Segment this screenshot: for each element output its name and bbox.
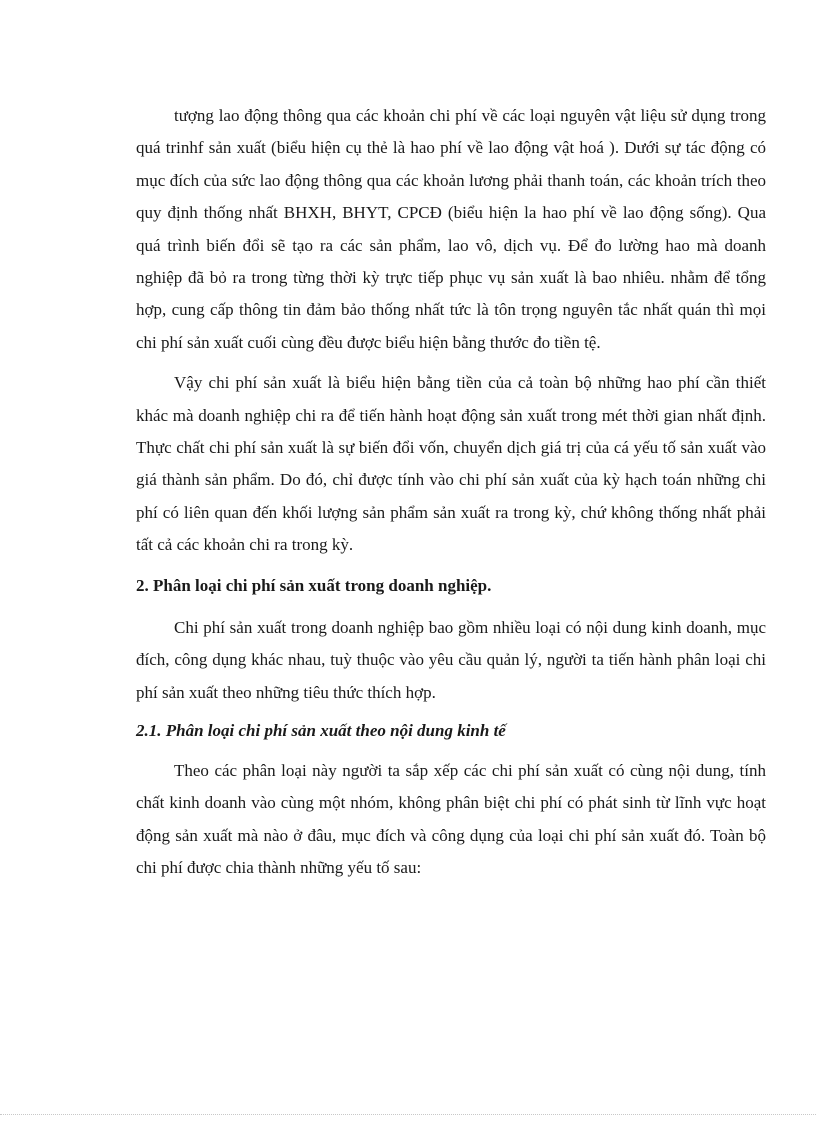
paragraph-classification-intro: Chi phí sản xuất trong doanh nghiệp bao gồm nhiều loại có nội dung kinh doanh, mục đích, công dụng khác nhau, tuỳ thuộc vào yêu cầu quản lý, người ta tiến hành phân loại chi phí sản xuất theo những tiêu thức thích hợp. — [136, 617, 766, 702]
paragraph-economic-content: Theo các phân loại này người ta sắp xếp các chi phí sản xuất có cùng nội dung, tính chất kinh doanh vào cùng một nhóm, không phân biệt chi phí có phát sinh từ lĩnh vực hoạt động sản xuất mà nào ở đâu, mục đích và công dụng của loại chi phí sản xuất đó. Toàn bộ chi phí được chia thành những yếu tố sau: — [136, 760, 766, 878]
section-heading: 2. Phân loại chi phí sản xuất trong doanh nghiệp. — [136, 575, 492, 595]
subsection-heading: 2.1. Phân loại chi phí sản xuất theo nội dung kinh tế — [136, 720, 506, 740]
paragraph-continuation: tượng lao động thông qua các khoản chi phí về các loại nguyên vật liệu sử dụng trong quá trinhf sản xuất (biểu hiện cụ thẻ là hao phí về lao động vật hoá ). Dưới sự tác động có mục đích của sức lao động thông qua các khoản lương phải thanh toán, các khoản trích theo quy định thống nhất BHXH, BHYT, CPCĐ (biểu hiện la hao phí về lao động sống). Qua quá trình biến đổi sẽ tạo ra các sản phẩm, lao vô, dịch vụ. Để đo lường hao mà doanh nghiệp đã bỏ ra trong từng thời kỳ trực tiếp phục vụ sản xuất là bao nhiêu. nhằm để tổng hợp, cung cấp thông tin đảm bảo thống nhất tức là tôn trọng nguyên tắc nhất quán thì mọi chi phí sản xuất cuối cùng đều được biểu hiện bằng thước đo tiền tệ. — [136, 106, 766, 352]
page-bottom-divider — [0, 1114, 816, 1115]
document-page — [136, 100, 766, 885]
paragraph-definition: Vậy chi phí sản xuất là biểu hiện bằng tiền của cả toàn bộ những hao phí cần thiết khác mà doanh nghiệp chi ra để tiến hành hoạt động sản xuất trong mét thời gian nhất định. Thực chất chi phí sản xuất là sự biến đổi vốn, chuyển dịch giá trị của cá yếu tố sản xuất vào giá thành sản phẩm. Do đó, chỉ được tính vào chi phí sản xuất của kỳ hạch toán những chi phí có liên quan đến khối lượng sản phẩm sản xuất ra trong kỳ, chứ không thống nhất phải tất cả các khoản chi ra trong kỳ. — [136, 373, 766, 555]
